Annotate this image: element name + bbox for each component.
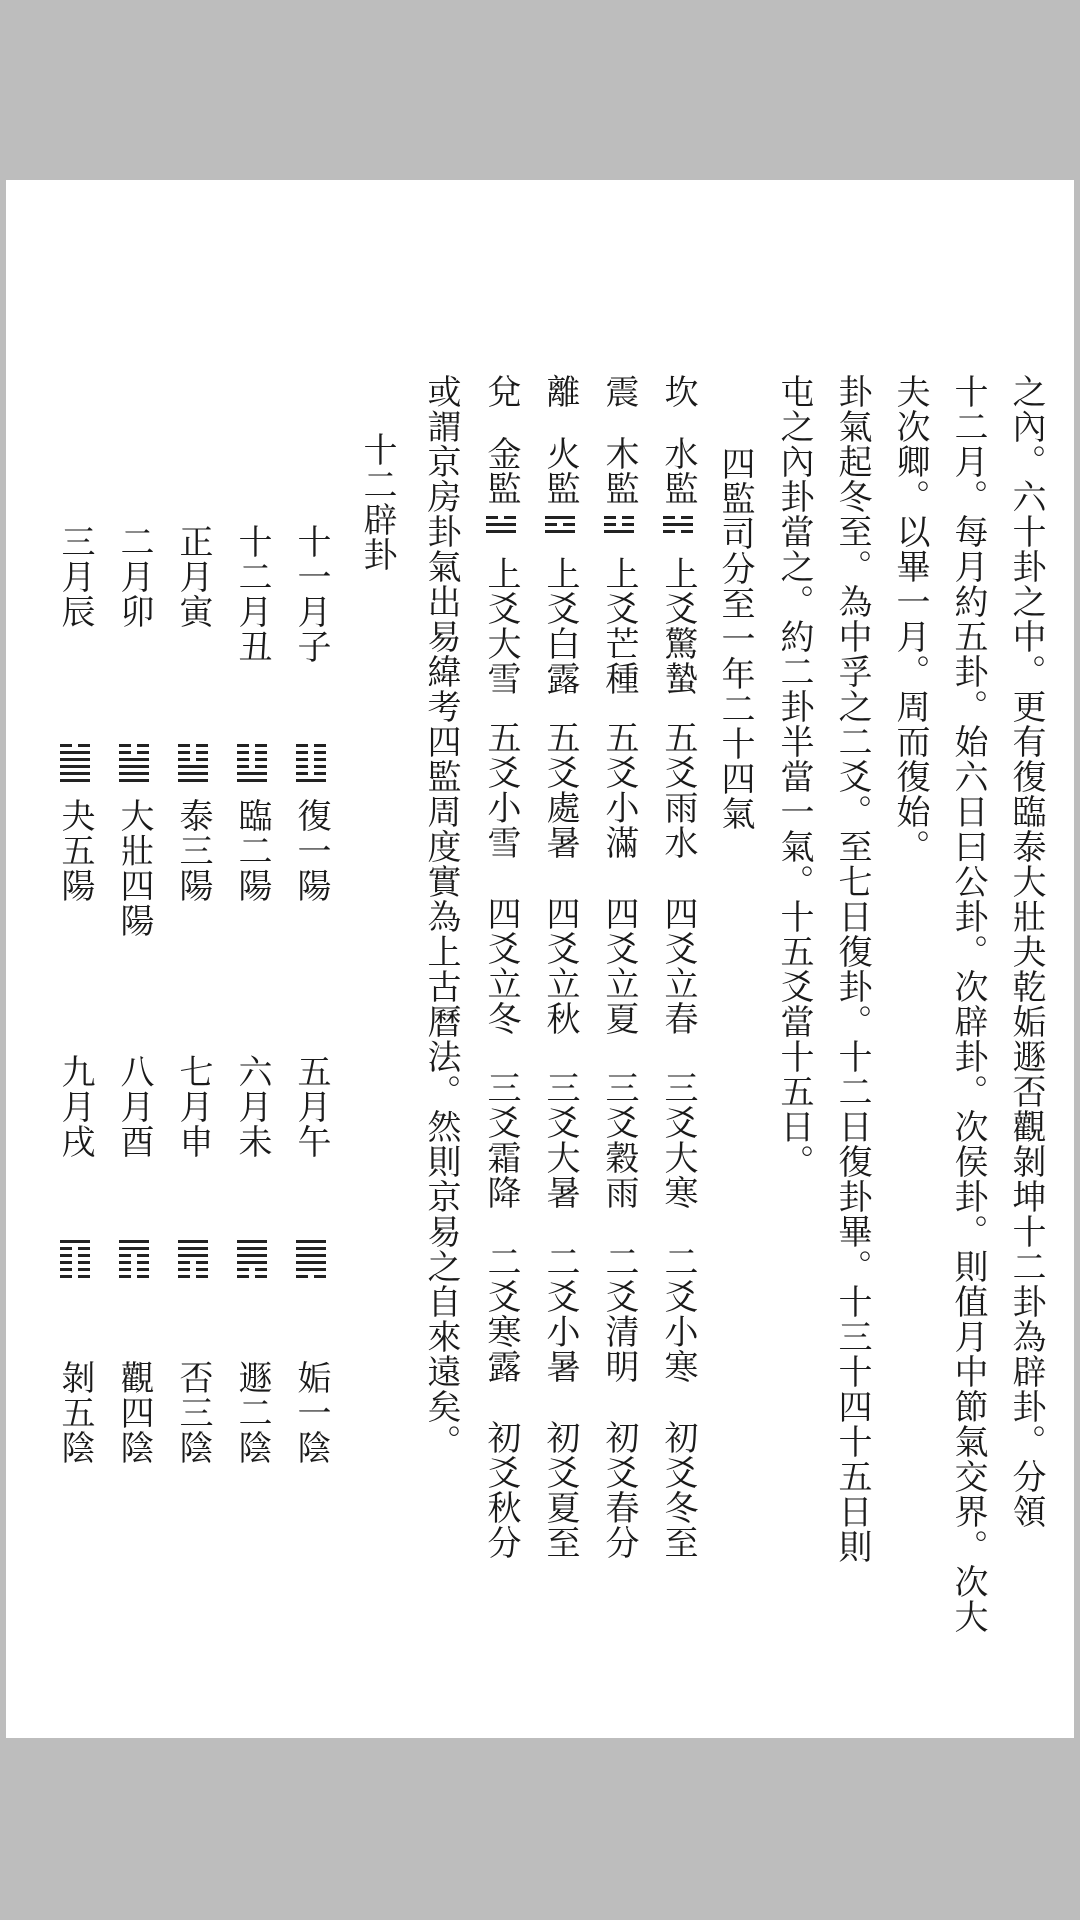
hexagram-guai-icon	[60, 744, 90, 786]
table-cell: 上爻驚蟄	[658, 556, 698, 696]
hexagram-name: 姤一陰	[291, 1360, 331, 1465]
table-cell: 五爻處暑	[540, 720, 580, 860]
table-cell: 三爻大暑	[540, 1070, 580, 1210]
month-label: 正月寅	[173, 524, 213, 629]
table-cell: 二爻寒露	[481, 1244, 521, 1384]
trigram-dui-icon	[486, 516, 516, 537]
trigram-name: 坎	[658, 374, 698, 409]
table-cell: 三爻穀雨	[599, 1070, 639, 1210]
table-cell: 四爻立春	[658, 896, 698, 1036]
table-cell: 上爻芒種	[599, 556, 639, 696]
trigram-zhen-icon	[604, 516, 634, 537]
section-heading: 四監司分至一年二十四氣	[715, 446, 755, 831]
text-column: 屯之內卦當之。約二卦半當一氣。十五爻當十五日。	[774, 374, 814, 1179]
text-column: 十二月。每月約五卦。始六日曰公卦。次辟卦。次侯卦。則值月中節氣交界。次大	[948, 374, 988, 1634]
table-cell: 上爻大雪	[481, 556, 521, 696]
supervisor-label: 金監	[481, 436, 521, 506]
trigram-li-icon	[545, 516, 575, 537]
hexagram-bo-icon	[60, 1240, 90, 1282]
table-cell: 初爻秋分	[481, 1420, 521, 1560]
hexagram-name: 遯二陰	[232, 1360, 272, 1465]
hexagram-name: 泰三陽	[173, 798, 213, 903]
trigram-kan-icon	[663, 516, 693, 537]
table-cell: 五爻小雪	[481, 720, 521, 860]
text-column: 卦氣起冬至。為中孚之二爻。至七日復卦。十二日復卦畢。十三十四十五日則	[832, 374, 872, 1564]
trigram-name: 震	[599, 374, 639, 409]
month-label: 八月酉	[114, 1054, 154, 1159]
hexagram-name: 夬五陽	[55, 798, 95, 903]
hexagram-gou-icon	[296, 1240, 326, 1282]
hexagram-name: 臨二陽	[232, 798, 272, 903]
table-cell: 四爻立秋	[540, 896, 580, 1036]
trigram-name: 離	[540, 374, 580, 409]
month-label: 九月戌	[55, 1054, 95, 1159]
table-cell: 初爻春分	[599, 1420, 639, 1560]
table-cell: 三爻大寒	[658, 1070, 698, 1210]
table-cell: 初爻冬至	[658, 1420, 698, 1560]
document-page	[6, 180, 1074, 1738]
hexagram-name: 大壯四陽	[114, 798, 154, 938]
hexagram-name: 否三陰	[173, 1360, 213, 1465]
trigram-name: 兌	[481, 374, 521, 409]
hexagram-pi-icon	[178, 1240, 208, 1282]
hexagram-tai-icon	[178, 744, 208, 786]
hexagram-dazhuang-icon	[119, 744, 149, 786]
month-label: 十一月子	[291, 524, 331, 664]
hexagram-name: 復一陽	[291, 798, 331, 903]
text-column: 之內。六十卦之中。更有復臨泰大壯夬乾姤遯否觀剝坤十二卦為辟卦。分領	[1006, 374, 1046, 1529]
hexagram-dun-icon	[237, 1240, 267, 1282]
table-cell: 四爻立冬	[481, 896, 521, 1036]
table-cell: 二爻清明	[599, 1244, 639, 1384]
text-column: 或謂京房卦氣出易緯考四監周度實為上古曆法。然則京易之自來遠矣。	[421, 374, 461, 1459]
table-cell: 二爻小寒	[658, 1244, 698, 1384]
month-label: 三月辰	[55, 524, 95, 629]
hexagram-lin-icon	[237, 744, 267, 786]
text-column: 夫次卿。以畢一月。周而復始。	[890, 374, 930, 864]
supervisor-label: 水監	[658, 436, 698, 506]
table-cell: 三爻霜降	[481, 1070, 521, 1210]
supervisor-label: 木監	[599, 436, 639, 506]
hexagram-fu-icon	[296, 744, 326, 786]
hexagram-name: 觀四陰	[114, 1360, 154, 1465]
hexagram-name: 剝五陰	[55, 1360, 95, 1465]
table-cell: 上爻白露	[540, 556, 580, 696]
month-label: 二月卯	[114, 524, 154, 629]
month-label: 十二月丑	[232, 524, 272, 664]
hexagram-guan-icon	[119, 1240, 149, 1282]
month-label: 五月午	[291, 1054, 331, 1159]
table-cell: 四爻立夏	[599, 896, 639, 1036]
supervisor-label: 火監	[540, 436, 580, 506]
month-label: 七月申	[173, 1054, 213, 1159]
table-cell: 二爻小暑	[540, 1244, 580, 1384]
table-cell: 五爻雨水	[658, 720, 698, 860]
table-cell: 初爻夏至	[540, 1420, 580, 1560]
section-heading: 十二辟卦	[357, 432, 397, 572]
table-cell: 五爻小滿	[599, 720, 639, 860]
month-label: 六月未	[232, 1054, 272, 1159]
